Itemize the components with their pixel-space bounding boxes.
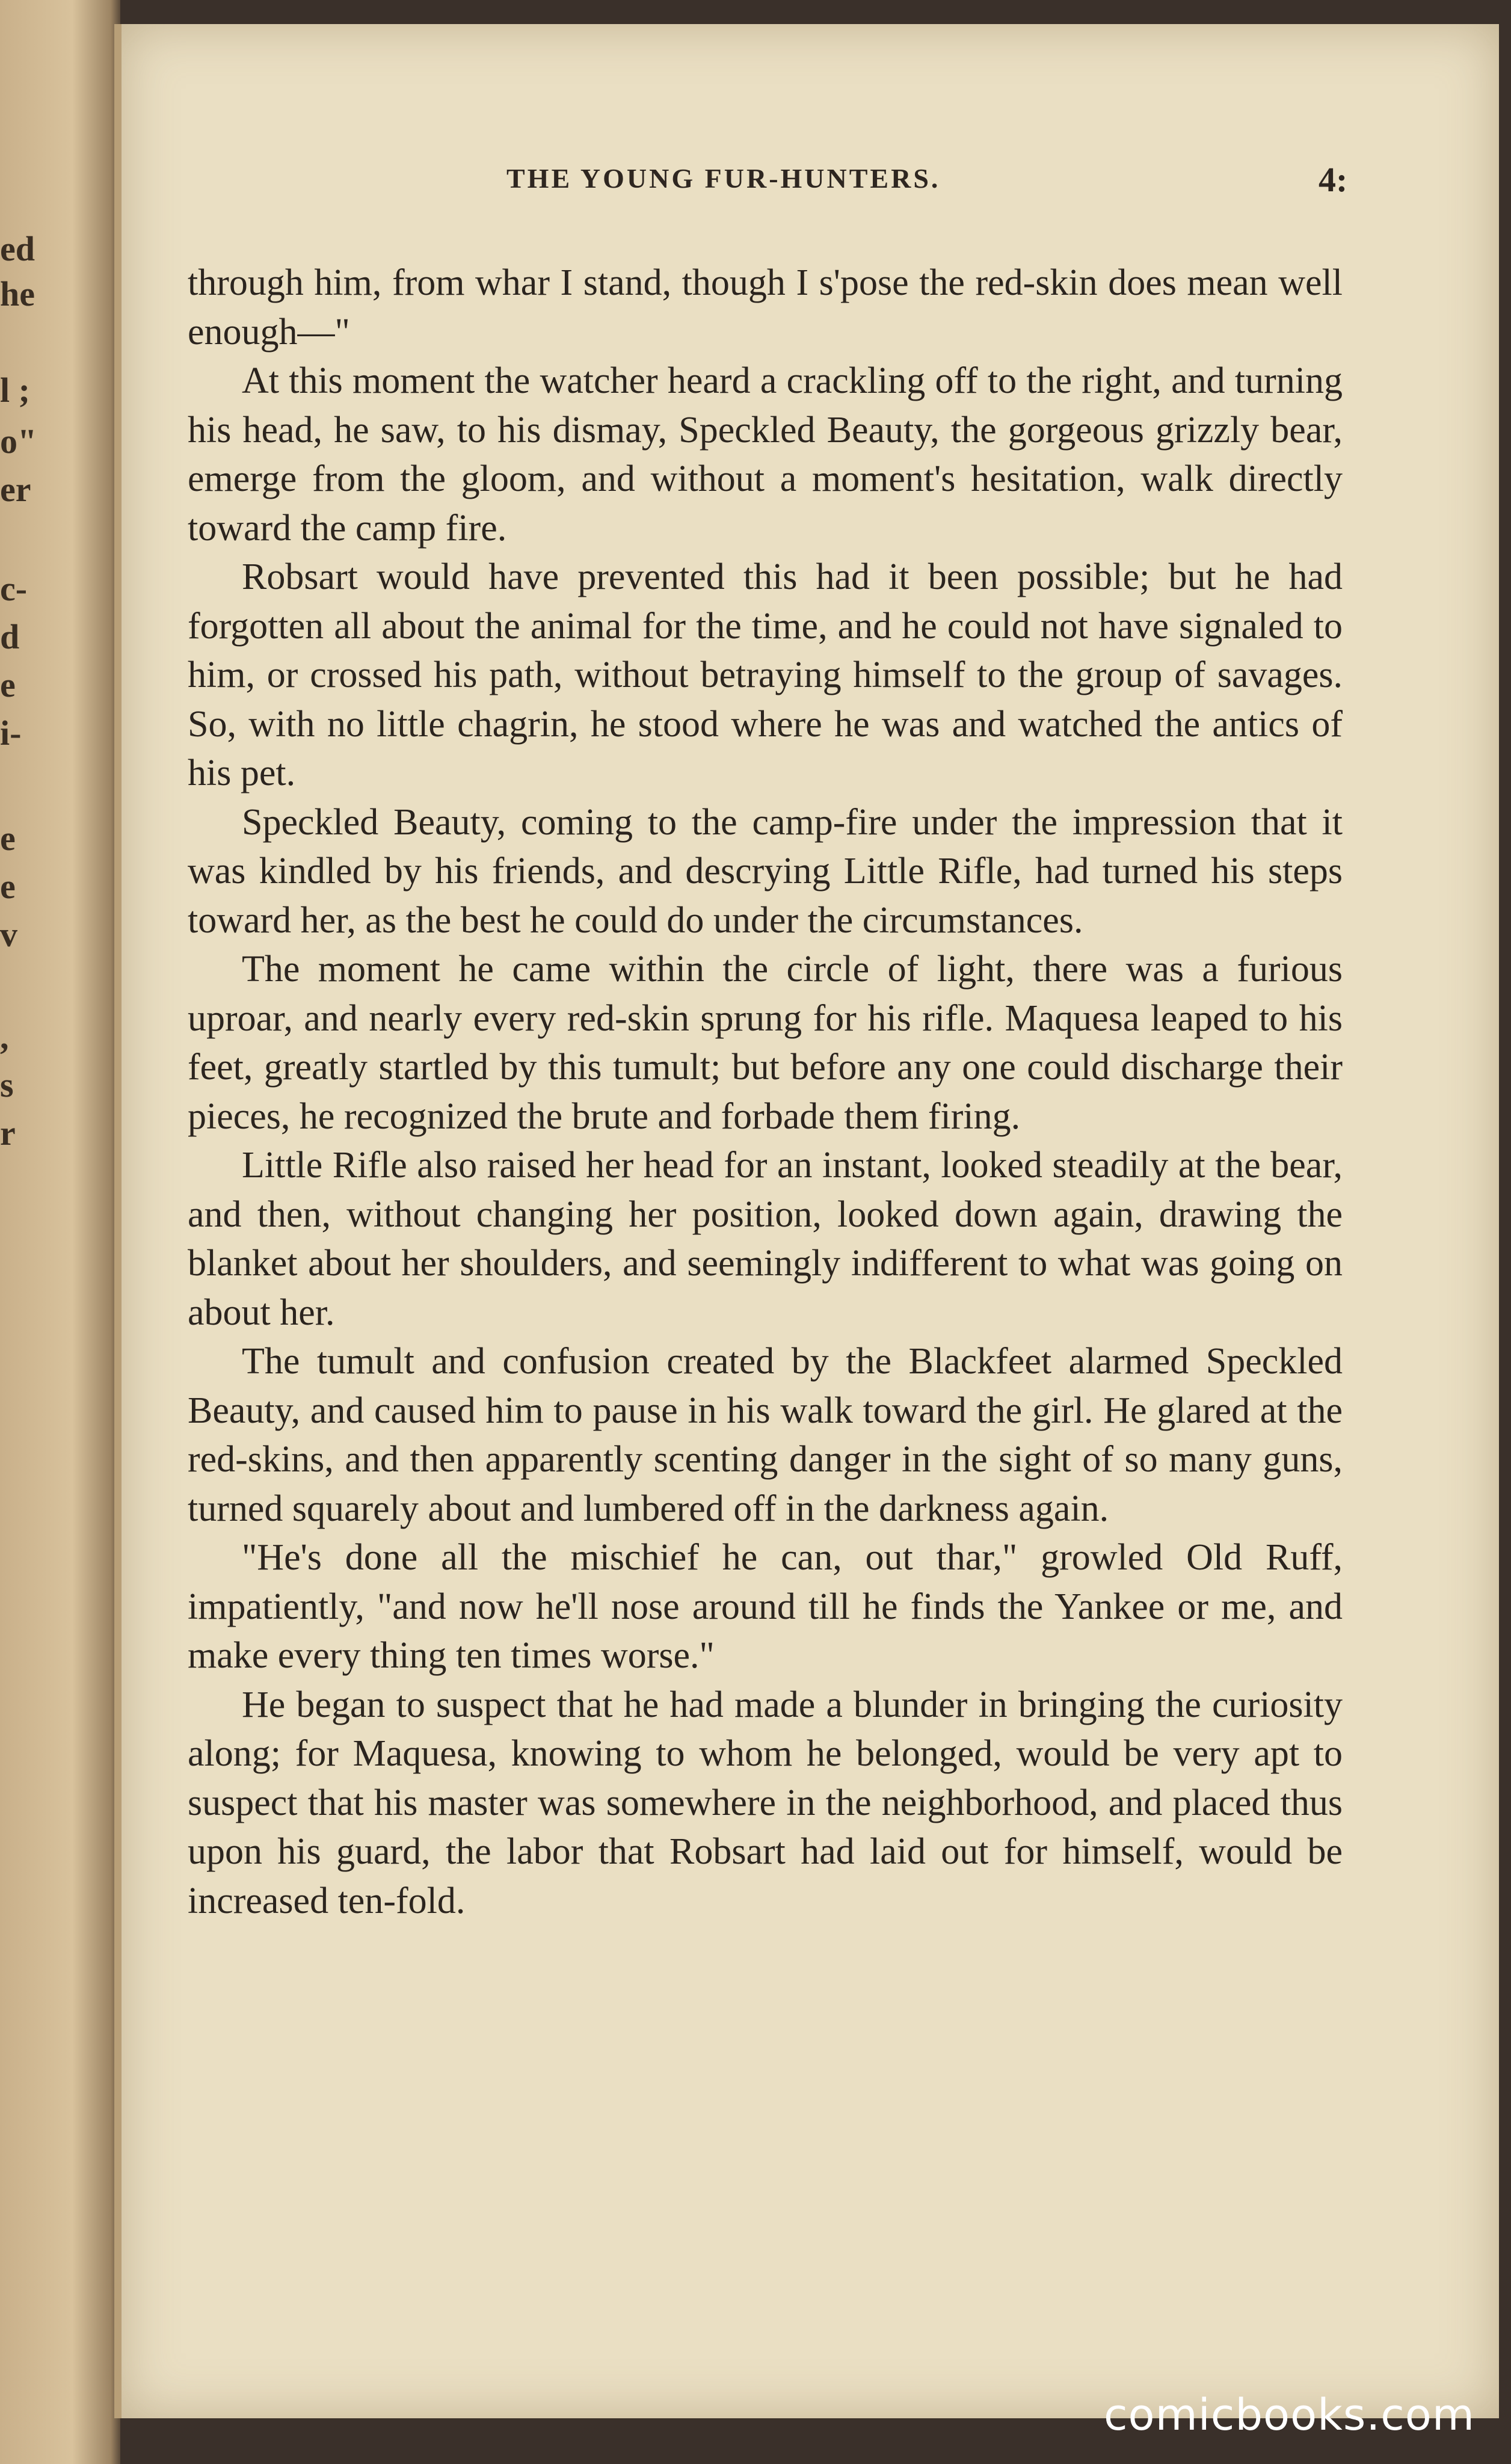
margin-fragment: o" <box>0 422 37 461</box>
paragraph: The moment he came within the circle of light, there was a furious uproar, and nearly every red-skin sprung for his rifle. Maquesa leaped to his feet, greatly startled by this tumult; but before any one could discharge their pieces, he recognized the brute and forbade them firing. <box>188 949 1343 1137</box>
body-text <box>188 259 1343 1926</box>
site-watermark: comicbooks.com <box>1103 2389 1475 2440</box>
running-title: THE YOUNG FUR-HUNTERS. <box>506 163 941 194</box>
margin-fragment: er <box>0 470 31 509</box>
margin-fragment: i- <box>0 713 22 753</box>
margin-fragment: , <box>0 1017 9 1056</box>
margin-fragment: c- <box>0 569 28 608</box>
margin-fragment: s <box>0 1065 14 1104</box>
margin-fragment: r <box>0 1113 16 1153</box>
paragraph: Speckled Beauty, coming to the camp-fire under the impression that it was kindled by his friends, and descrying Little Rifle, had turned his steps toward her, as the best he could do under the circumstances. <box>188 801 1343 941</box>
margin-fragment: d <box>0 617 20 656</box>
margin-fragment: v <box>0 915 17 954</box>
margin-fragment: he <box>0 274 35 313</box>
paragraph: He began to suspect that he had made a blunder in bringing the curiosity along; for Maquesa, knowing to whom he belonged, would be very apt to suspect that his master was somewhere in the neighborhood, and placed thus upon his guard, the labor that Robsart had laid out for himself, would be increased ten-fold. <box>188 1684 1343 1921</box>
paragraph: Robsart would have prevented this had it been possible; but he had forgotten all about the animal for the time, and he could not have signaled to him, or crossed his path, without betraying himself to the group of savages. So, with no little chagrin, he stood where he was and watched the antics of his pet. <box>188 556 1343 793</box>
margin-fragment: e <box>0 819 16 858</box>
margin-fragment: e <box>0 665 16 704</box>
book-page <box>114 24 1499 2418</box>
paragraph: The tumult and confusion created by the Blackfeet alarmed Speckled Beauty, and caused him to pause in his walk toward the girl. He glared at the red-skins, and then apparently scenting danger in the sight of so many guns, turned squarely about and lumbered off in the darkness again. <box>188 1341 1343 1529</box>
margin-fragment: l ; <box>0 371 30 410</box>
paragraph: through him, from whar I stand, though I s'pose the red-skin does mean well enough—" <box>188 262 1343 353</box>
paragraph: "He's done all the mischief he can, out thar," growled Old Ruff, impatiently, "and now he'll nose around till he finds the Yankee or me, and make every thing ten times worse." <box>188 1537 1343 1676</box>
margin-fragment: ed <box>0 229 35 268</box>
previous-page-edge <box>0 0 120 2464</box>
paragraph: At this moment the watcher heard a crackling off to the right, and turning his head, he saw, to his dismay, Speckled Beauty, the gorgeous grizzly bear, emerge from the gloom, and without a moment's hesitation, walk directly toward the camp fire. <box>188 360 1343 549</box>
paragraph: Little Rifle also raised her head for an instant, looked steadily at the bear, and then, without changing her position, looked down again, drawing the blanket about her shoulders, and seemingly indifferent to what was going on about her. <box>188 1145 1343 1333</box>
margin-fragment: e <box>0 867 16 906</box>
page-number: 4: <box>1319 160 1348 199</box>
